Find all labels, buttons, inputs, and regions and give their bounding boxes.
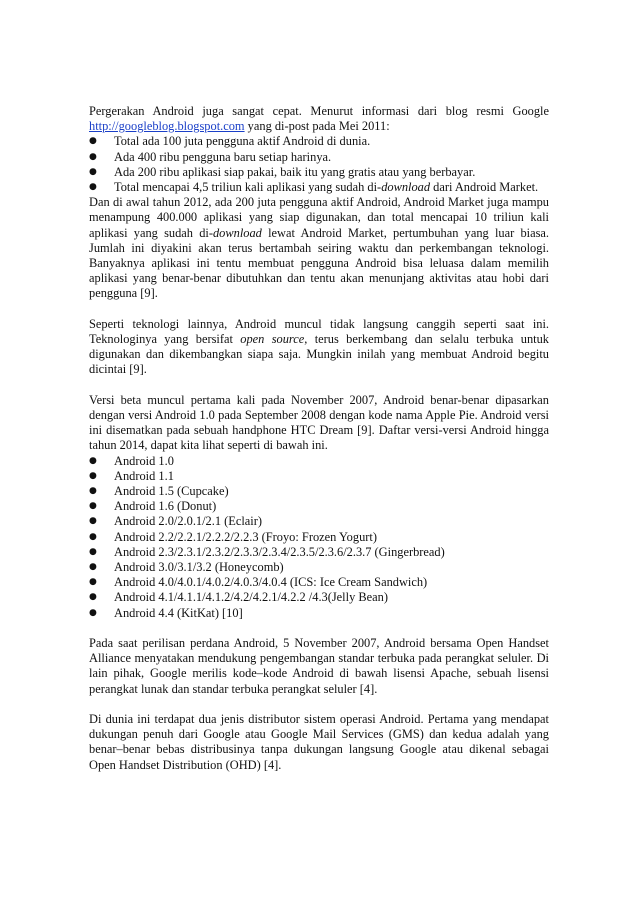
- list-item: [89, 180, 549, 195]
- stats-list: [89, 134, 549, 195]
- list-item-text: Ada 400 ribu pengguna baru setiap harinya.: [114, 149, 332, 164]
- list-item-text: Total ada 100 juta pengguna aktif Android di dunia.: [114, 134, 371, 149]
- googleblog-link[interactable]: http://googleblog.blogspot.com: [89, 119, 245, 134]
- italic-term: download: [212, 225, 262, 240]
- bullet-icon: ●: [89, 455, 97, 466]
- list-item: [89, 454, 549, 469]
- list-item-text: Android 1.5 (Cupcake): [114, 484, 229, 499]
- list-item: [89, 165, 549, 180]
- paragraph-opensource: [89, 317, 549, 378]
- intro-text: Pergerakan Android juga sangat cepat. Menurut informasi dari blog resmi Google: [89, 104, 549, 118]
- list-item: [89, 134, 549, 149]
- paragraph-beta-version: Versi beta muncul pertama kali pada November 2007, Android benar-benar dipasarkan dengan versi Android 1.0 pada September 2008 dengan kode nama Apple Pie. Android versi ini disematkan pada sebuah handphone HTC Dream [9]. Daftar versi-versi Android hingga tahun 2014, dapat kita lihat seperti di bawah ini.: [89, 392, 549, 453]
- list-item: [89, 545, 549, 560]
- paragraph-text: lewat Android Market, pertumbuhan yang luar biasa. Jumlah ini diyakini akan terus bertambah seiring waktu dan perkembangan teknologi. Banyaknya aplikasi ini tentu membuat pengguna Android bisa leluasa dalam memilih aplikasi yang benar-benar dibutuhkan dan tentu akan menunjang aktivitas atau hobi dari pengguna [9].: [89, 225, 550, 301]
- list-item-text: Ada 200 ribu aplikasi siap pakai, baik itu yang gratis atau yang berbayar.: [114, 164, 476, 179]
- list-item-text: Android 1.1: [114, 468, 174, 483]
- version-list: [89, 454, 549, 621]
- italic-term: open source: [240, 332, 305, 347]
- bullet-icon: ●: [89, 562, 97, 573]
- paragraph-text: , terus berkembang dan selalu terbuka untuk digunakan dan dikembangkan siapa saja. Mungkin inilah yang membuat Android begitu dicintai [9].: [89, 332, 549, 377]
- list-item-text: Android 1.6 (Donut): [114, 499, 217, 514]
- list-item-text: Android 4.4 (KitKat) [10]: [114, 605, 243, 620]
- list-item: [89, 484, 549, 499]
- bullet-icon: ●: [89, 577, 97, 588]
- list-item: [89, 575, 549, 590]
- bullet-icon: ●: [89, 501, 97, 512]
- list-item: [89, 560, 549, 575]
- list-item: [89, 530, 549, 545]
- paragraph-text: Seperti teknologi lainnya, Android muncul tidak langsung canggih seperti saat ini. Teknologinya yang bersifat: [89, 316, 549, 347]
- paragraph-launch: Pada saat perilisan perdana Android, 5 November 2007, Android bersama Open Handset Alliance menyatakan mendukung pengembangan standar terbuka pada perangkat seluler. Di lain pihak, Google merilis kode–kode Android di bawah lisensi Apache, sebuah lisensi perangkat lunak dan standar terbuka perangkat seluler [4].: [89, 636, 549, 696]
- bullet-icon: ●: [89, 486, 97, 497]
- bullet-icon: ●: [89, 516, 97, 527]
- italic-term: download: [381, 180, 431, 195]
- list-item: [89, 590, 549, 605]
- list-item-text: Android 2.3/2.3.1/2.3.2/2.3.3/2.3.4/2.3.5/2.3.6/2.3.7 (Gingerbread): [114, 544, 445, 559]
- list-item-text: Android 4.0/4.0.1/4.0.2/4.0.3/4.0.4 (ICS: Ice Cream Sandwich): [114, 575, 428, 590]
- paragraph-text: Dan di awal tahun 2012, ada 200 juta pengguna aktif Android, Android Market juga mampu menampung 400.000 aplikasi yang siap digunakan, dan total mencapai 10 triliun kali aplikasi yang sudah di-: [89, 195, 549, 240]
- list-item-text: Android 4.1/4.1.1/4.1.2/4.2/4.2.1/4.2.2 /4.3(Jelly Bean): [114, 590, 388, 605]
- list-item: [89, 150, 549, 165]
- paragraph-intro: [89, 104, 549, 134]
- paragraph-distributors: Di dunia ini terdapat dua jenis distributor sistem operasi Android. Pertama yang mendapat dukungan penuh dari Google atau Google Mail Services (GMS) dan kedua adalah yang benar–benar bebas distribusinya tanpa dukungan langsung Google atau dikenal sebagai Open Handset Distribution (OHD) [4].: [89, 712, 549, 772]
- list-item-text: Android 2.2/2.2.1/2.2.2/2.2.3 (Froyo: Frozen Yogurt): [114, 529, 377, 544]
- list-item-text: Total mencapai 4,5 triliun kali aplikasi yang sudah di-: [114, 180, 382, 195]
- list-item: [89, 469, 549, 484]
- bullet-icon: ●: [89, 136, 97, 147]
- list-item-text: Android 2.0/2.0.1/2.1 (Eclair): [114, 514, 262, 529]
- list-item-text: Android 3.0/3.1/3.2 (Honeycomb): [114, 560, 284, 575]
- list-item-text: Android 1.0: [114, 453, 174, 468]
- document-body: [89, 104, 549, 773]
- bullet-icon: ●: [89, 531, 97, 542]
- list-item: [89, 514, 549, 529]
- list-item: [89, 499, 549, 514]
- list-item-text: dari Android Market.: [430, 180, 539, 195]
- intro-tail: yang di-post pada Mei 2011:: [244, 119, 390, 134]
- bullet-icon: ●: [89, 607, 97, 618]
- bullet-icon: ●: [89, 182, 97, 193]
- bullet-icon: ●: [89, 546, 97, 557]
- list-item: [89, 606, 549, 621]
- paragraph-growth: [89, 195, 549, 301]
- bullet-icon: ●: [89, 470, 97, 481]
- bullet-icon: ●: [89, 151, 97, 162]
- bullet-icon: ●: [89, 166, 97, 177]
- bullet-icon: ●: [89, 592, 97, 603]
